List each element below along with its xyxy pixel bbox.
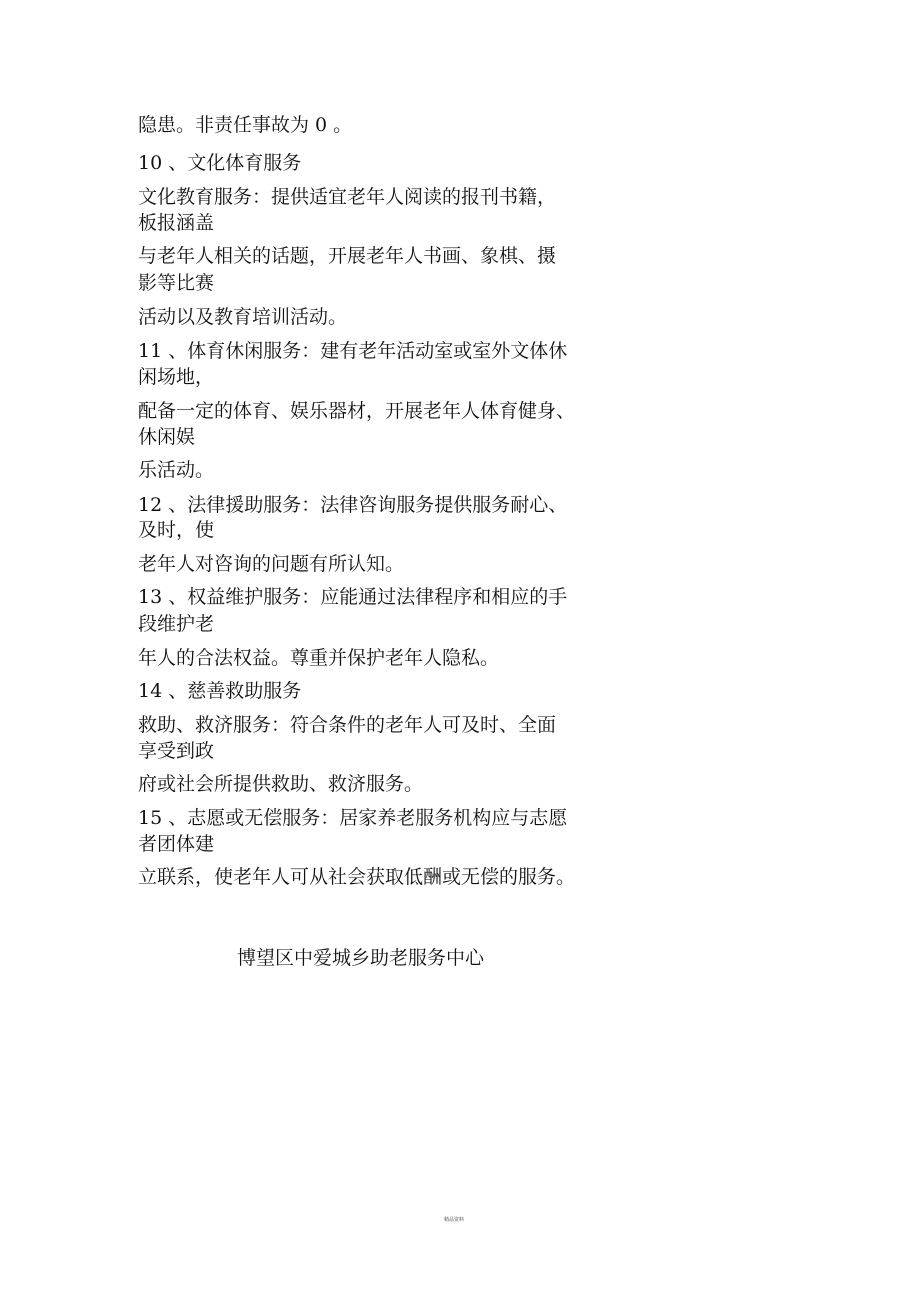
text-line: 12 、法律援助服务：法律咨询服务提供服务耐心、 (138, 494, 568, 516)
text-line: 13 、权益维护服务：应能通过法律程序和相应的手 (138, 586, 568, 608)
text-line: 板报涵盖 (138, 212, 215, 234)
text-line: 10 、文化体育服务 (138, 152, 302, 174)
text-line: 14 、慈善救助服务 (138, 680, 302, 702)
text-line: 11 、体育休闲服务：建有老年活动室或室外文体休 (138, 340, 568, 362)
text-line: 影等比赛 (138, 272, 215, 294)
text-line: 及时，使 (138, 519, 215, 541)
text-line: 老年人对咨询的问题有所认知。 (138, 553, 405, 575)
text-line: 休闲娱 (138, 426, 196, 448)
text-line: 15 、志愿或无偿服务：居家养老服务机构应与志愿 (138, 807, 568, 829)
text-line: 配备一定的体育、娱乐器材，开展老年人体育健身、 (138, 400, 576, 422)
text-line: 救助、救济服务：符合条件的老年人可及时、全面 (138, 714, 557, 736)
text-line: 年人的合法权益。尊重并保护老年人隐私。 (138, 647, 500, 669)
organization-signature: 博望区中爱城乡助老服务中心 (237, 947, 485, 969)
text-line: 文化教育服务：提供适宜老年人阅读的报刊书籍， (138, 186, 557, 208)
text-line: 者团体建 (138, 833, 215, 855)
text-line: 乐活动。 (138, 459, 215, 481)
text-line: 段维护老 (138, 613, 215, 635)
text-line: 与老年人相关的话题，开展老年人书画、象棋、摄 (138, 245, 557, 267)
text-line: 立联系，使老年人可从社会获取低酬或无偿的服务。 (138, 866, 576, 888)
text-line: 活动以及教育培训活动。 (138, 306, 348, 328)
text-line: 隐患。非责任事故为 0 。 (138, 114, 353, 136)
text-line: 府或社会所提供救助、救济服务。 (138, 773, 424, 795)
text-line: 享受到政 (138, 740, 215, 762)
text-line: 闲场地， (138, 366, 215, 388)
footer-note: 精品资料 (444, 1217, 465, 1223)
